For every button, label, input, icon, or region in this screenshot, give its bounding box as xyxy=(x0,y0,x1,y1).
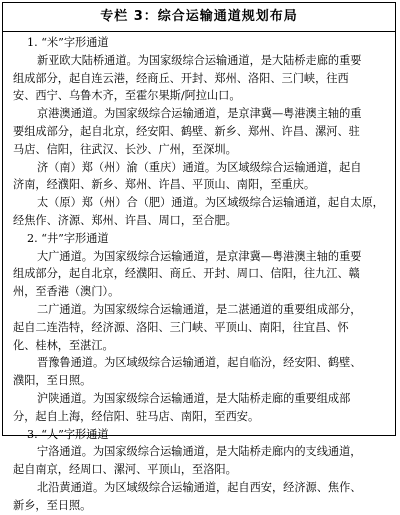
section-heading: 2. “井”字形通道 xyxy=(27,231,109,245)
text-line: 安、西宁、乌鲁木齐，至霍尔果斯/阿拉山口。 xyxy=(13,89,241,103)
text-line: 京港澳通道。为国家级综合运输通道，是京津冀—粤港澳主轴的重 xyxy=(37,107,362,121)
section-heading: 3. “人”字形通道 xyxy=(27,427,109,441)
box-title: 专栏 3：综合运输通道规划布局 xyxy=(3,3,395,32)
text-line: 大广通道。为国家级综合运输通道，是京津冀—粤港澳主轴的重要 xyxy=(37,249,362,263)
text-line: 化、桂林，至湛江。 xyxy=(13,338,114,352)
box-body xyxy=(3,32,395,515)
text-line: 起自二连浩特，经济源、洛阳、三门峡、平顶山、南阳，往宜昌、怀 xyxy=(13,320,349,334)
text-line: 北沿黄通道。为区域级综合运输通道，起自西安，经济源、焦作、 xyxy=(37,480,362,494)
text-line: 济（南）郑（州）渝（重庆）通道。为区域级综合运输通道，起自 xyxy=(37,160,362,174)
text-line: 新亚欧大陆桥通道。为国家级综合运输通道，是大陆桥走廊的重要 xyxy=(37,53,362,67)
text-line: 州，至香港（澳门）。 xyxy=(13,285,120,299)
text-line: 组成部分，起自北京，经濮阳、商丘、开封、周口、信阳，往九江、赣 xyxy=(13,267,360,281)
text-line: 马店、信阳，往武汉、长沙、广州，至深圳。 xyxy=(13,142,237,156)
text-line: 沪陕通道。为国家级综合运输通道，是大陆桥走廊的重要组成部 xyxy=(37,391,351,405)
text-line: 经焦作、济源、郑州、许昌、周口，至合肥。 xyxy=(13,213,237,227)
text-line: 晋豫鲁通道。为区域级综合运输通道，起自临汾，经安阳、鹤壁、 xyxy=(37,356,362,370)
text-line: 太（原）郑（州）合（肥）通道。为区域级综合运输通道，起自太原， xyxy=(37,196,384,210)
section-heading: 1. “米”字形通道 xyxy=(27,36,109,49)
text-line: 分，起自上海，经信阳、驻马店、南阳，至西安。 xyxy=(13,409,260,423)
column-box xyxy=(2,2,396,512)
text-line: 新乡，至日照。 xyxy=(13,498,92,512)
text-line: 二广通道。为国家级综合运输通道，是二湛通道的重要组成部分， xyxy=(37,302,362,316)
text-line: 濮阳，至日照。 xyxy=(13,374,92,388)
text-line: 要组成部分，起自北京，经安阳、鹤壁、新乡、郑州、许昌、漯河、驻 xyxy=(13,124,360,138)
text-line: 宁洛通道。为国家级综合运输通道，是大陆桥走廊内的支线通道， xyxy=(37,445,362,459)
text-line: 济南，经濮阳、新乡、郑州、许昌、平顶山、南阳，至重庆。 xyxy=(13,178,316,192)
text-line: 组成部分，起自连云港，经商丘、开封、郑州、洛阳、三门峡，往西 xyxy=(13,71,349,85)
text-line: 起自南京，经周口、漯河、平顶山，至洛阳。 xyxy=(13,463,237,477)
